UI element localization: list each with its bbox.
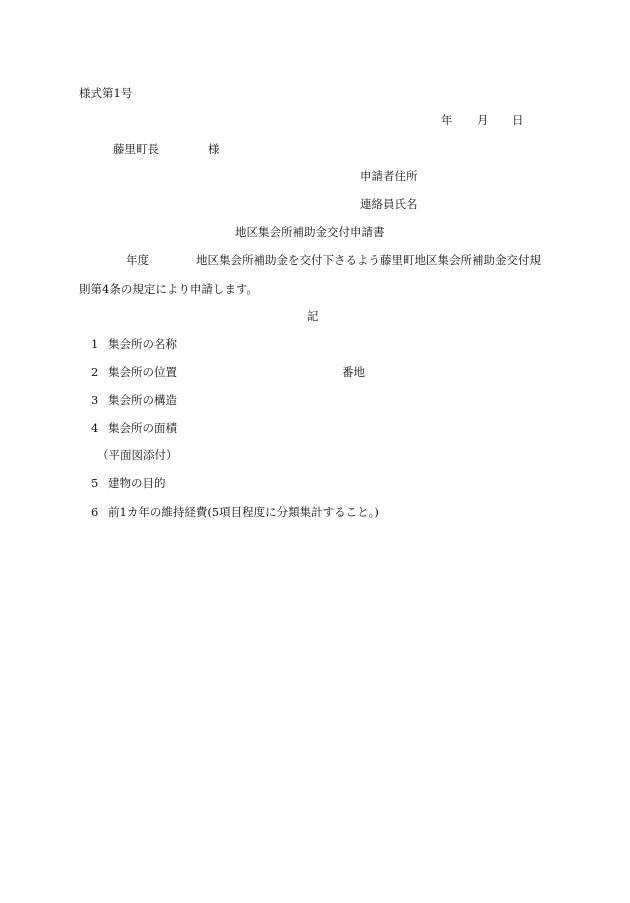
item-number: 3 xyxy=(91,393,99,407)
date-day-label: 日 xyxy=(512,113,524,127)
date-month-label: 月 xyxy=(477,113,489,127)
body-line-1: 地区集会所補助金を交付下さるよう藤里町地区集会所補助金交付規 xyxy=(196,253,541,267)
addressee-name: 藤里町長 xyxy=(113,142,159,156)
item-label: 集会所の面積 xyxy=(108,421,177,435)
item-label: 集会所の位置 xyxy=(108,365,177,379)
form-number: 様式第1号 xyxy=(79,86,133,100)
document-title: 地区集会所補助金交付申請書 xyxy=(235,225,385,239)
addressee-honorific: 様 xyxy=(208,142,220,156)
item-number: 5 xyxy=(91,476,99,490)
applicant-address-label: 申請者住所 xyxy=(360,169,418,183)
item-label: 集会所の構造 xyxy=(108,393,177,407)
date-year-label: 年 xyxy=(441,113,453,127)
item-number: 4 xyxy=(91,421,99,435)
item-number: 6 xyxy=(91,505,99,519)
note-heading: 記 xyxy=(307,309,319,323)
applicant-name-label: 連絡員氏名 xyxy=(360,197,418,211)
item-label: 建物の目的 xyxy=(108,476,166,490)
item-label: （平面図添付） xyxy=(97,448,178,462)
item-label: 前1カ年の維持経費(5項目程度に分類集計すること。) xyxy=(108,505,379,519)
item-number: 2 xyxy=(91,365,99,379)
item-label: 集会所の名称 xyxy=(108,337,177,351)
body-line-2: 則第4条の規定により申請します。 xyxy=(79,282,258,296)
item-suffix: 番地 xyxy=(342,365,365,379)
item-number: 1 xyxy=(91,337,99,351)
fiscal-year-label: 年度 xyxy=(126,253,149,267)
